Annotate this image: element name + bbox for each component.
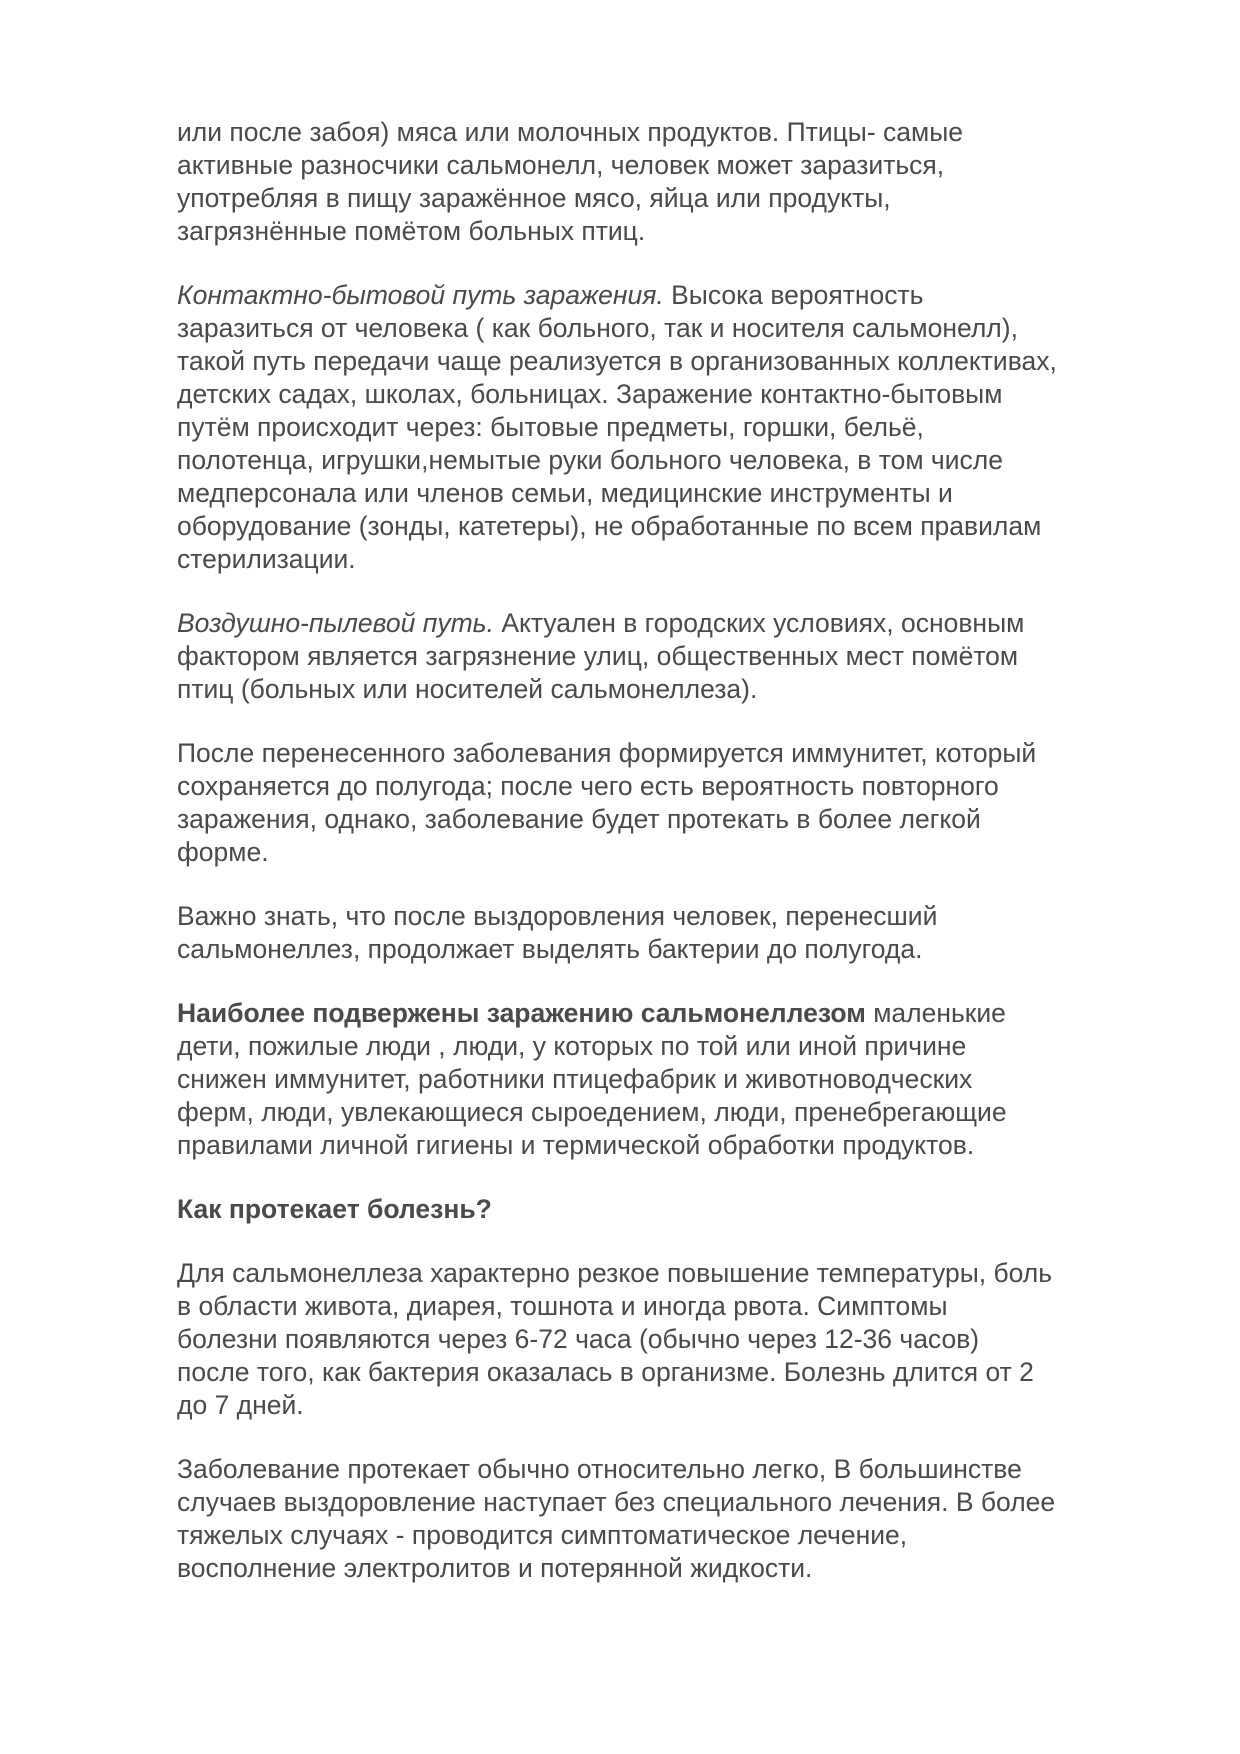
document-page <box>177 116 1177 1616</box>
paragraph-transmission-airborne <box>177 607 1177 706</box>
paragraph-body: маленькие дети, пожилые люди , люди, у которых по той или иной причине снижен иммунитет, работники птицефабрик и животноводческих ферм, люди, увлекающиеся сыроедением, люди, пренебрегающие правилами личной гигиены и термической обработки продуктов. <box>177 998 1007 1160</box>
paragraph-risk-groups <box>177 997 1177 1162</box>
paragraph-carrier-notice: Важно знать, что после выздоровления человек, перенесший сальмонеллез, продолжает выделять бактерии до полугода. <box>177 901 938 964</box>
paragraph-lead-italic: Контактно-бытовой путь заражения. <box>177 280 664 310</box>
paragraph-transmission-food: или после забоя) мяса или молочных продуктов. Птицы- самые активные разносчики сальмонелл, человек может заразиться, употребляя в пищу заражённое мясо, яйца или продукты, загрязнённые помётом больных птиц. <box>177 117 964 246</box>
paragraph-lead-italic: Воздушно-пылевой путь. <box>177 608 494 638</box>
section-heading: Как протекает болезнь? <box>177 1194 492 1224</box>
paragraph-treatment: Заболевание протекает обычно относительно легко, В большинстве случаев выздоровление наступает без специального лечения. В более тяжелых случаях - проводится симптоматическое лечение, восполнение электролитов и потерянной жидкости. <box>177 1454 1056 1583</box>
paragraph-lead-bold: Наиболее подвержены заражению сальмонеллезом <box>177 998 866 1028</box>
paragraph-body: Актуален в городских условиях, основным фактором является загрязнение улиц, общественных мест помётом птиц (больных или носителей сальмонеллеза). <box>177 608 1025 704</box>
paragraph-immunity: После перенесенного заболевания формируется иммунитет, который сохраняется до полугода; после чего есть вероятность повторного заражения, однако, заболевание будет протекать в более легкой форме. <box>177 738 1037 867</box>
paragraph-body: Высока вероятность заразиться от человека ( как больного, так и носителя сальмонелл), такой путь передачи чаще реализуется в организованных коллективах, детских садах, школах, больницах. Заражение контактно-бытовым путём происходит через: бытовые предметы, горшки, бельё, полотенца, игрушки,немытые руки больного человека, в том числе медперсонала или членов семьи, медицинские инструменты и оборудование (зонды, катетеры), не обработанные по всем правилам стерилизации. <box>177 280 1057 574</box>
paragraph-transmission-contact <box>177 279 1177 576</box>
paragraph-symptoms: Для сальмонеллеза характерно резкое повышение температуры, боль в области живота, диарея, тошнота и иногда рвота. Симптомы болезни появляются через 6-72 часа (обычно через 12-36 часов) после того, как бактерия оказалась в организме. Болезнь длится от 2 до 7 дней. <box>177 1258 1053 1420</box>
